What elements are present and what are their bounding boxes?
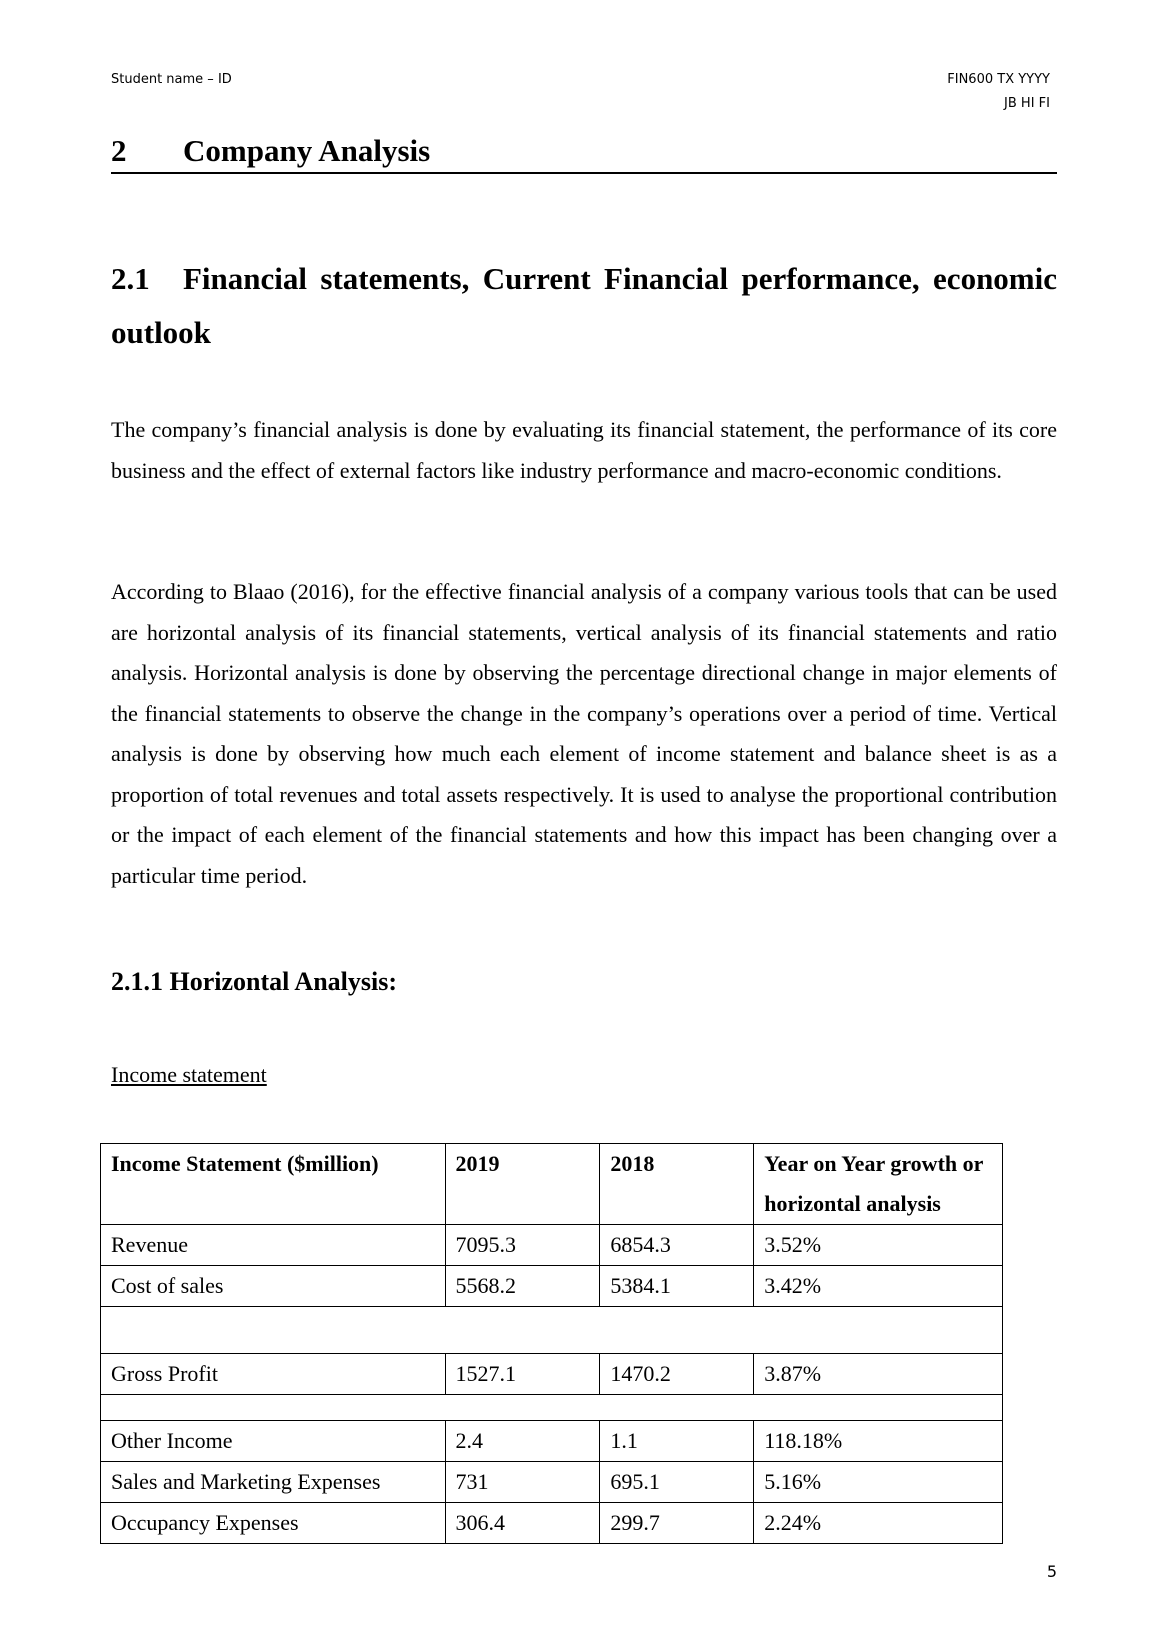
value-2018: 695.1 xyxy=(600,1462,754,1503)
header-cell-2018: 2018 xyxy=(600,1144,754,1225)
value-2018: 5384.1 xyxy=(600,1266,754,1307)
section-number: 2 xyxy=(111,133,127,168)
table-spacer-row xyxy=(101,1395,1003,1421)
table-row xyxy=(101,1266,1003,1307)
section-title: Company Analysis xyxy=(183,133,431,168)
growth-value: 3.87% xyxy=(754,1354,1003,1395)
table-caption: Income statement xyxy=(111,1062,267,1087)
value-2019: 731 xyxy=(445,1462,600,1503)
growth-value: 5.16% xyxy=(754,1462,1003,1503)
header-cell-growth: Year on Year growth or horizontal analysis xyxy=(754,1144,1003,1225)
growth-value: 118.18% xyxy=(754,1421,1003,1462)
page-number: 5 xyxy=(1046,1562,1057,1581)
header-course-info xyxy=(947,68,1050,116)
growth-value: 3.52% xyxy=(754,1225,1003,1266)
header-cell-item: Income Statement ($million) xyxy=(101,1144,446,1225)
income-statement-table xyxy=(100,1143,1003,1544)
row-label: Cost of sales xyxy=(101,1266,446,1307)
subsection-number: 2.1 xyxy=(111,261,150,296)
analysis-tools-paragraph: According to Blaao (2016), for the effective financial analysis of a company various tools that can be used are horizontal analysis of its financial statements, vertical analysis of its financial statements and ratio analysis. Horizontal analysis is done by observing the percentage directional change in major elements of the financial statements to observe the change in the company’s operations over a period of time. Vertical analysis is done by observing how much each element of income statement and balance sheet is as a proportion of total revenues and total assets respectively. It is used to analyse the proportional contribution or the impact of each element of the financial statements and how this impact has been changing over a particular time period. xyxy=(111,579,1057,888)
subsection-heading xyxy=(111,252,1057,360)
value-2019: 306.4 xyxy=(445,1503,600,1544)
value-2018: 299.7 xyxy=(600,1503,754,1544)
growth-value: 3.42% xyxy=(754,1266,1003,1307)
header-student-id: Student name – ID xyxy=(111,72,232,87)
table-row xyxy=(101,1421,1003,1462)
value-2018: 6854.3 xyxy=(600,1225,754,1266)
table-row xyxy=(101,1503,1003,1544)
row-label: Gross Profit xyxy=(101,1354,446,1395)
table-row xyxy=(101,1462,1003,1503)
subsection-title: Financial statements, Current Financial performance, economic outlook xyxy=(111,261,1057,350)
row-label: Revenue xyxy=(101,1225,446,1266)
horizontal-analysis-heading: 2.1.1 Horizontal Analysis: xyxy=(111,967,398,996)
value-2018: 1470.2 xyxy=(600,1354,754,1395)
spacer-cell xyxy=(101,1307,1003,1354)
row-label: Other Income xyxy=(101,1421,446,1462)
intro-paragraph: The company’s financial analysis is done by evaluating its financial statement, the performance of its core business and the effect of external factors like industry performance and macro-economic conditions. xyxy=(111,417,1057,483)
growth-value: 2.24% xyxy=(754,1503,1003,1544)
spacer-cell xyxy=(101,1395,1003,1421)
table-header-row xyxy=(101,1144,1003,1225)
row-label: Occupancy Expenses xyxy=(101,1503,446,1544)
value-2019: 5568.2 xyxy=(445,1266,600,1307)
table-spacer-row xyxy=(101,1307,1003,1354)
table-row xyxy=(101,1354,1003,1395)
table-row xyxy=(101,1225,1003,1266)
value-2019: 7095.3 xyxy=(445,1225,600,1266)
value-2019: 2.4 xyxy=(445,1421,600,1462)
header-cell-2019: 2019 xyxy=(445,1144,600,1225)
row-label: Sales and Marketing Expenses xyxy=(101,1462,446,1503)
section-heading xyxy=(111,128,1057,174)
value-2018: 1.1 xyxy=(600,1421,754,1462)
header-company-name: JB HI FI xyxy=(1004,96,1050,111)
header-course-code: FIN600 TX YYYY xyxy=(947,72,1050,87)
value-2019: 1527.1 xyxy=(445,1354,600,1395)
